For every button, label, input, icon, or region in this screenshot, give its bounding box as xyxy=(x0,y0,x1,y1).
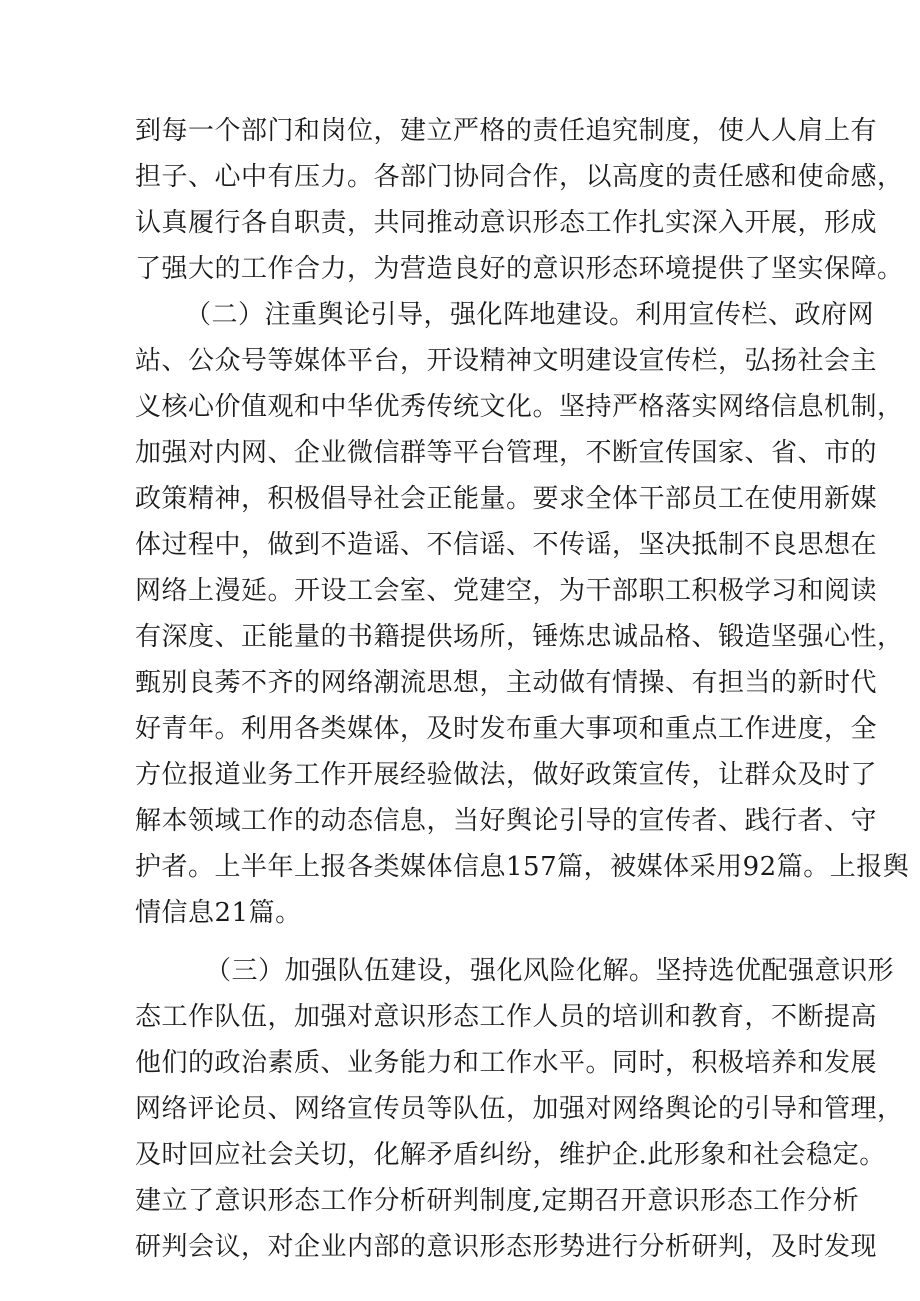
section-heading-line: （三）加强队伍建设，强化风险化解。坚持选优配强意识形 xyxy=(205,956,895,986)
text-line: 方位报道业务工作开展经验做法，做好政策宣传，让群众及时了 xyxy=(135,760,878,790)
text-line: 加强对内网、企业微信群等平台管理，不断宣传国家、省、市的 xyxy=(135,438,878,468)
text-line: 研判会议，对企业内部的意识形态形势进行分析研判，及时发现 xyxy=(135,1232,878,1262)
text-line: 到每一个部门和岗位，建立严格的责任追究制度，使人人肩上有 xyxy=(135,116,878,146)
section-heading-line: （二）注重舆论引导，强化阵地建设。利用宣传栏、政府网 xyxy=(185,300,875,330)
text-line: 解本领域工作的动态信息，当好舆论引导的宣传者、践行者、守 xyxy=(135,806,878,836)
text-line: 义核心价值观和中华优秀传统文化。坚持严格落实网络信息机制， xyxy=(135,392,904,422)
text-line: 站、公众号等媒体平台，开设精神文明建设宣传栏，弘扬社会主 xyxy=(135,346,878,376)
text-line: 护者。上半年上报各类媒体信息157篇，被媒体采用92篇。上报舆 xyxy=(135,852,910,882)
text-line: 体过程中，做到不造谣、不信谣、不传谣，坚决抵制不良思想在 xyxy=(135,530,878,560)
text-line: 认真履行各自职责，共同推动意识形态工作扎实深入开展，形成 xyxy=(135,208,878,238)
text-line: 政策精神，积极倡导社会正能量。要求全体干部员工在使用新媒 xyxy=(135,484,878,514)
text-line: 网络上漫延。开设工会室、党建空，为干部职工积极学习和阅读 xyxy=(135,576,878,606)
text-line: 甄别良莠不齐的网络潮流思想，主动做有情操、有担当的新时代 xyxy=(135,668,878,698)
text-line: 及时回应社会关切，化解矛盾纠纷，维护企.此形象和社会稳定。 xyxy=(135,1140,886,1170)
text-line: 网络评论员、网络宣传员等队伍，加强对网络舆论的引导和管理， xyxy=(135,1094,904,1124)
text-line: 好青年。利用各类媒体，及时发布重大事项和重点工作进度，全 xyxy=(135,714,878,744)
text-line: 了强大的工作合力，为营造良好的意识形态环境提供了坚实保障。 xyxy=(135,254,904,284)
text-line: 担子、心中有压力。各部门协同合作，以高度的责任感和使命感， xyxy=(135,162,904,192)
text-line: 有深度、正能量的书籍提供场所，锤炼忠诚品格、锻造坚强心性， xyxy=(135,622,904,652)
text-line: 建立了意识形态工作分析研判制度,定期召开意识形态工作分析 xyxy=(135,1186,860,1216)
text-line: 他们的政治素质、业务能力和工作水平。同时，积极培养和发展 xyxy=(135,1048,878,1078)
text-line: 情信息21篇。 xyxy=(135,898,302,928)
text-line: 态工作队伍，加强对意识形态工作人员的培训和教育，不断提高 xyxy=(135,1002,878,1032)
